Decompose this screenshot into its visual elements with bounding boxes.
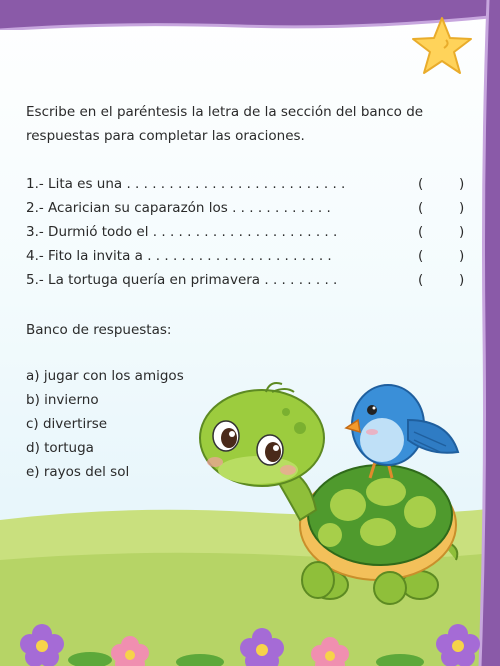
answer-paren-open: (: [418, 272, 424, 288]
question-row: [26, 196, 466, 220]
question-row: [26, 268, 466, 292]
answer-paren-open: (: [418, 200, 424, 216]
question-text: 4.- Fito la invita a . . . . . . . . . . . . . . . . . . . . . .: [26, 248, 332, 264]
answer-paren-open: (: [418, 248, 424, 264]
answer-option: d) tortuga: [26, 440, 94, 456]
question-text: 3.- Durmió todo el . . . . . . . . . . . . . . . . . . . . . .: [26, 224, 338, 240]
question-row: [26, 244, 466, 268]
answer-paren-close: ): [459, 176, 465, 192]
answer-paren-open: (: [418, 224, 424, 240]
answer-option: c) divertirse: [26, 416, 108, 432]
question-text: 2.- Acarician su caparazón los . . . . . . . . . . . .: [26, 200, 331, 216]
answer-bank-list: [26, 364, 466, 484]
star-icon: [410, 14, 474, 78]
worksheet-content: [26, 100, 466, 484]
answer-option: e) rayos del sol: [26, 464, 130, 480]
question-text: 5.- La tortuga quería en primavera . . . . . . . . .: [26, 272, 338, 288]
answer-paren-open: (: [418, 176, 424, 192]
questions-list: [26, 172, 466, 292]
question-row: [26, 220, 466, 244]
question-text: 1.- Lita es una . . . . . . . . . . . . . . . . . . . . . . . . . .: [26, 176, 346, 192]
answer-paren-close: ): [459, 272, 465, 288]
answer-paren-close: ): [459, 224, 465, 240]
instructions-text: Escribe en el paréntesis la letra de la sección del banco de respuestas para completar las oraciones.: [26, 104, 424, 144]
answer-option: a) jugar con los amigos: [26, 368, 184, 384]
answer-bank-title: Banco de respuestas:: [26, 322, 172, 338]
answer-option: b) invierno: [26, 392, 99, 408]
answer-paren-close: ): [459, 248, 465, 264]
answer-paren-close: ): [459, 200, 465, 216]
question-row: [26, 172, 466, 196]
right-frame-border: [460, 0, 500, 666]
